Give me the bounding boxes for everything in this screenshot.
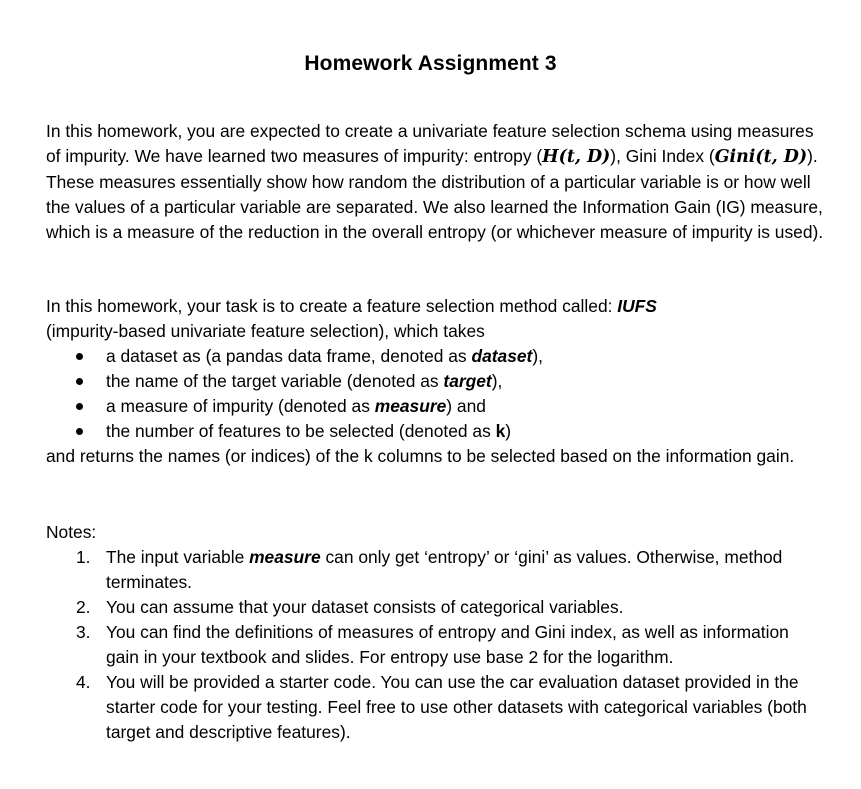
list-item: a measure of impurity (denoted as measure) and [46, 394, 826, 419]
param-measure: measure [249, 547, 321, 567]
intro-text-3: ). These measures essentially show how random the distribution of a particular variable is or how well the values of a particular variable are separated. We also learned the Information Gain (IG) measure, which is a measure of the reduction in the overall entropy (or whichever measure of impurity is used). [46, 146, 824, 242]
task-text-3: and returns the names (or indices) of the k columns to be selected based on the information gain. [46, 446, 795, 466]
item-number: 4. [76, 672, 91, 692]
item-number: 2. [76, 597, 91, 617]
intro-text-2: ), Gini Index ( [610, 146, 715, 166]
list-item: the name of the target variable (denoted as target), [46, 369, 826, 394]
param-dataset: dataset [471, 346, 533, 366]
list-item: a dataset as (a pandas data frame, denoted as dataset), [46, 344, 826, 369]
bullet-icon [76, 428, 83, 435]
task-text-1: In this homework, your task is to create a feature selection method called: [46, 296, 618, 316]
bullet-icon [76, 403, 83, 410]
notes-section [46, 520, 826, 745]
list-item: 2. You can assume that your dataset consists of categorical variables. [46, 595, 826, 620]
param-k: k [495, 421, 506, 441]
list-item: 4. You will be provided a starter code. You can use the car evaluation dataset provided in the starter code for your testing. Feel free to use other datasets with categorical variables (both target and descriptive features). [76, 672, 807, 742]
notes-heading: Notes: [46, 522, 97, 542]
list-item: 1. The input variable measure can only get ‘entropy’ or ‘gini’ as values. Otherwise, method terminates. [76, 547, 783, 592]
intro-paragraph [46, 119, 826, 245]
item-number: 3. [76, 622, 91, 642]
page-title: Homework Assignment 3 [304, 52, 557, 75]
bullet-icon [76, 378, 83, 385]
task-paragraph [46, 294, 826, 319]
intro-text-1: In this homework, you are expected to create a univariate feature selection schema using measures of impurity. We have learned two measures of impurity: entropy ( [46, 121, 814, 166]
item-number: 1. [76, 547, 91, 567]
method-name: IUFS [617, 296, 657, 316]
param-measure: measure [374, 396, 447, 416]
gini-formula: Gini(t, D) [714, 147, 808, 167]
bullet-icon [76, 353, 83, 360]
list-item: the number of features to be selected (denoted as k) [46, 419, 826, 444]
task-section [46, 294, 826, 469]
parameter-list [46, 344, 826, 444]
param-target: target [443, 371, 492, 391]
list-item: 3. You can find the definitions of measures of entropy and Gini index, as well as information gain in your textbook and slides. For entropy use base 2 for the logarithm. [76, 622, 789, 667]
task-text-2: (impurity-based univariate feature selection), which takes [46, 321, 485, 341]
notes-list [46, 545, 826, 745]
entropy-formula: H(t, D) [542, 147, 611, 167]
